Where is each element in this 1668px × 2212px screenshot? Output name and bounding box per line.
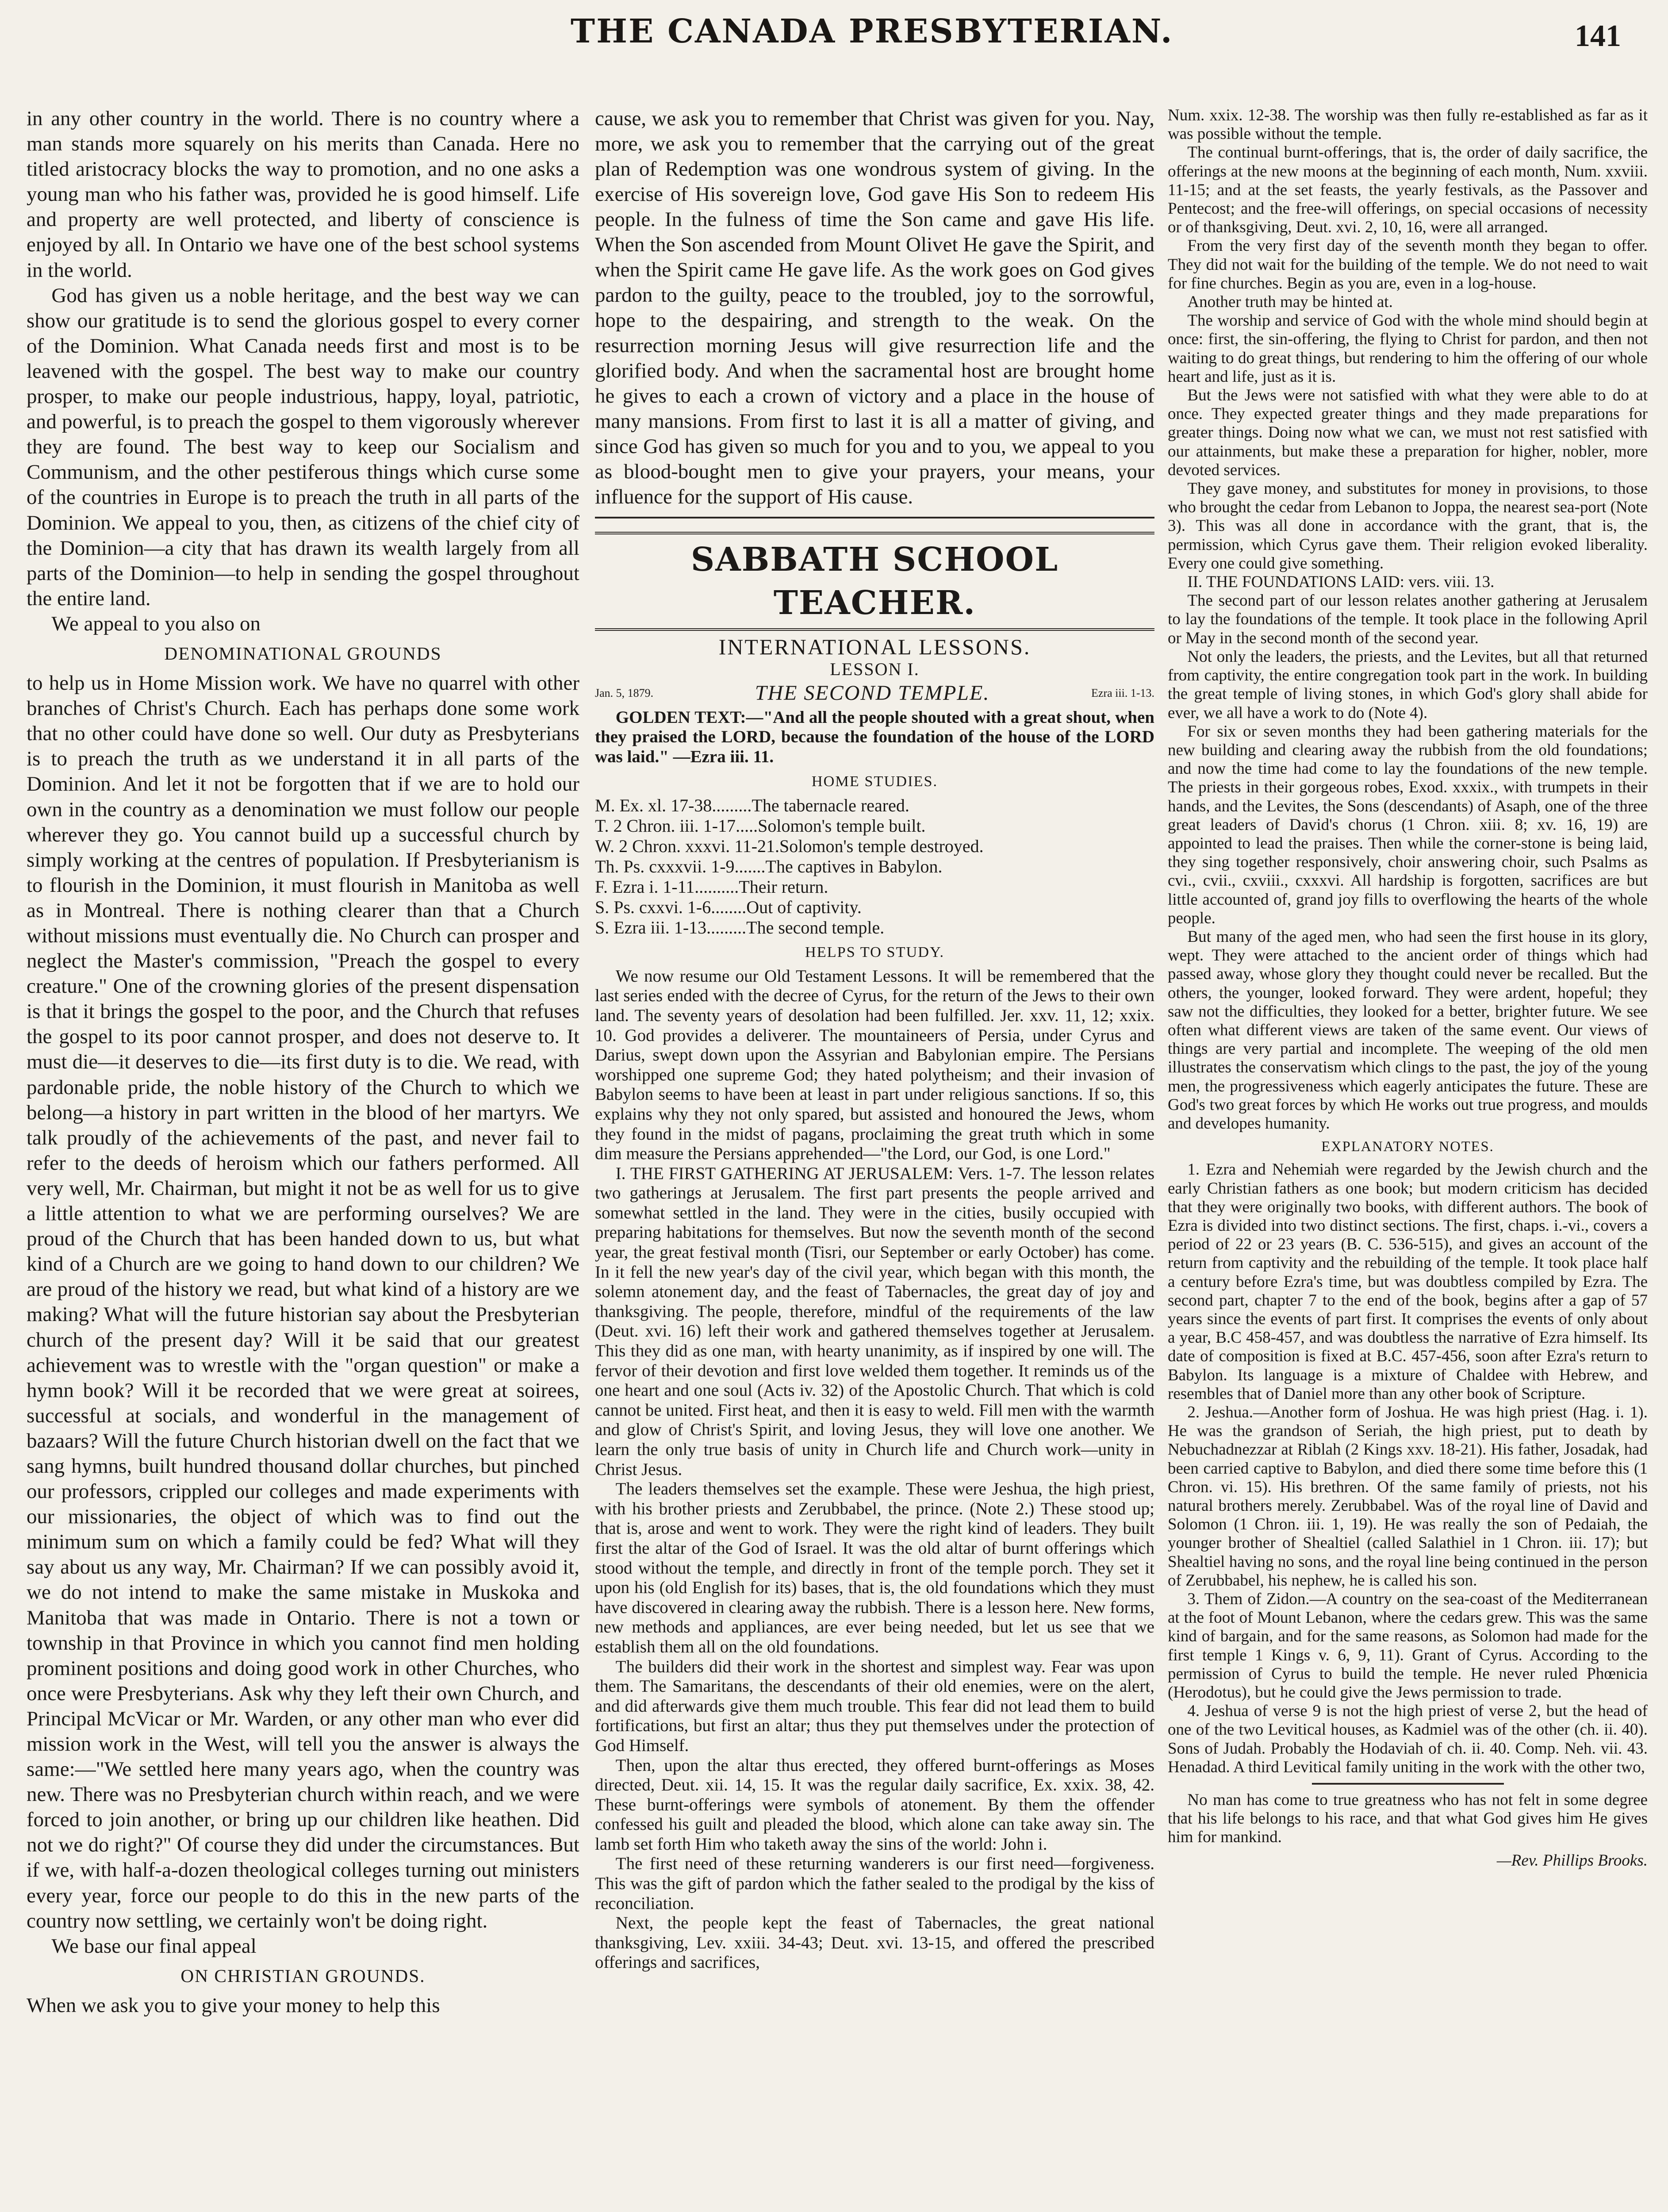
col1-paragraph: We appeal to you also on [51,612,261,635]
explanatory-note: 3. Them of Zidon.—A country on the sea-coast of the Mediterranean at the foot of Mount Lebanon, where the cedars grew. This was the same kind of bargain, and for the same reasons, as Solomon had made for the first temple 1 Kings v. 6, 9, 11). Grant of Cyrus. According to the permission of Cyrus to build the temple. He never ruled Phœnicia (Herodotus), but he could give the Jews permission to trade. [1168,1590,1648,1702]
col1-paragraph: God has given us a noble heritage, and the best way we can show our gratitude is to send the glorious gospel to every corner of the Dominion. What Canada needs first and most is to be leavened with the gospel. The best way to make our country prosper, to make our people industrious, happy, loyal, patriotic, and powerful, is to preach the gospel to them vigorously wherever they are found. The best way to keep our Socialism and Communism, and the other pestiferous things which curse some of the countries in Europe is to preach the truth in all parts of the Dominion. We appeal to you, then, as citizens of the chief city of the Dominion—a city that has drawn its wealth largely from all parts of the Dominion—to help in sending the gospel throughout the entire land. [27,284,579,610]
col3-paragraph: But the Jews were not satisfied with what they were able to do at once. They expected greater things and they made preparations for greater things. Doing now what we can, we must not rest satisfied with our attainments, but make these a preparation for higher, nobler, more devoted services. [1168,386,1648,479]
lesson-number: LESSON I. [830,659,920,679]
home-study-item: S. Ps. cxxvi. 1-6........Out of captivity. [595,897,862,918]
col1-paragraph: We base our final appeal [51,1934,257,1958]
short-rule [1312,1783,1504,1785]
newspaper-title: THE CANADA PRESBYTERIAN. [571,12,1173,50]
explanatory-note: 2. Jeshua.—Another form of Joshua. He was high priest (Hag. i. 1). He was the grandson of Seriah, the high priest, put to death by Nebuchadnezzar at Riblah (2 Kings xxv. 18-21). His father, Josadak, had been carried captive to Babylon, and died there some time before this (1 Chron. vi. 15). His brethren. Of the same family of priests, not his natural brothers merely. Zerubbabel. Was of the royal line of David and Solomon (1 Chron. iii. 1, 19). He was really the son of Pedaiah, the younger brother of Shealtiel (called Salathiel in 1 Chron. iii. 17); but Shealtiel having no sons, and the royal line being continued in the person of Zerubbabel, his nephew, he is called his son. [1168,1403,1648,1590]
closing-quote: No man has come to true greatness who has not felt in some degree that his life belongs to his race, and that what God gives him He gives him for mankind. [1168,1791,1648,1847]
golden-text: GOLDEN TEXT:—"And all the people shouted with a great shout, when they praised the LORD, because the foundation of the house of the LORD was laid." —Ezra iii. 11. [595,707,1154,766]
explanatory-note: 4. Jeshua of verse 9 is not the high priest of verse 2, but the head of one of the two Levitical houses, as Kadmiel was of the other (ch. ii. 40). Sons of Judah. Probably the Hodaviah of ch. ii. 40. Comp. Neh. vii. 43. Henadad. A third Levitical family uniting in the work with the other two, [1168,1702,1648,1776]
col3-paragraph: Num. xxix. 12-38. The worship was then fully re-established as far as it was possible without the temple. [1168,106,1648,143]
explanatory-note: 1. Ezra and Nehemiah were regarded by the Jewish church and the early Christian fathers as one book; but modern criticism has decided that they were originally two books, with different authors. The book of Ezra is divided into two distinct sections. The first, chaps. i.-vi., covers a period of 22 or 23 years (B. C. 536-515), and gives an account of the return from captivity and the rebuilding of the temple. It took place half a century before Ezra's time, but was doubtless compiled by Ezra. The second part, chapter 7 to the end of the book, begins after a gap of 57 years since the events of part first. It comprises the events of only about a year, B.C 458-457, and was doubtless the narrative of Ezra himself. Its date of composition is fixed at B.C. 457-456, soon after Ezra's return to Babylon. Its language is a mixture of Chaldee with Hebrew, and resembles that of Daniel more than any other book of Scripture. [1168,1160,1648,1403]
col2-paragraph: We now resume our Old Testament Lessons. It will be remembered that the last series ended with the decree of Cyrus, for the return of the Jews to their own land. The seventy years of desolation had been fulfilled. Jer. xxv. 11, 12; xxix. 10. God provides a deliverer. The mountaineers of Persia, under Cyrus and Darius, swept down upon the Assyrian and Babylonian empire. The Persians worshipped one supreme God; they hated polytheism; and their invasion of Babylon seems to have been at least in part under religious sanctions. If so, this explains why they not only spared, but assisted and honoured the Jews, whom they found in the midst of pagans, proclaiming the great truth which in some dim measure the Persians apprehended—"the Lord, our God, is one Lord." [595,966,1154,1164]
column-2 [595,106,1154,2212]
col3-paragraph: Another truth may be hinted at. [1187,293,1393,311]
col2-paragraph: cause, we ask you to remember that Christ was given for you. Nay, more, we ask you to remember that the carrying out of the great plan of Redemption was one wondrous system of giving. In the exercise of His sovereign love, God gave His Son to redeem His people. In the fulness of time the Son came and gave His life. When the Son ascended from Mount Olivet He gave the Spirit, and when the Spirit came He gave life. As the work goes on God gives pardon to the guilty, peace to the troubled, joy to the sorrowful, hope to the despairing, and strength to the weak. On the resurrection morning Jesus will give resurrection life and the glorified body. And when the sacramental host are brought home he gives to each a crown of victory and a place in the house of many mansions. From first to last it is all a matter of giving, and since God has given so much for you and to you, we appeal to you as blood-bought men to give your prayers, your means, your influence for the support of His cause. [595,107,1154,508]
page-number: 141 [1575,19,1621,53]
home-study-item: T. 2 Chron. iii. 1-17.....Solomon's temple built. [595,816,926,836]
col3-paragraph: For six or seven months they had been gathering materials for the new building and clearing away the rubbish from the old foundations; and now the time had come to lay the foundations of the new temple. The priests in their gorgeous robes, Exod. xxxix., with trumpets in their hands, and the Levites, the Sons (descendants) of Asaph, one of the three great leaders of David's chorus (1 Chron. xiii. 8; xv. 16, 19) are appointed to lead the praises. Then while the corner-stone is being laid, they sing together responsively, choir answering choir, such Psalms as cvi., cvii., cxviii., cxxxvi. All hardship is forgotten, sacrifices are but little accounted of, grand joy fills to overflowing the hearts of the whole people. [1168,722,1648,927]
home-study-item: W. 2 Chron. xxxvi. 11-21.Solomon's temple destroyed. [595,836,984,856]
col2-paragraph: Then, upon the altar thus erected, they offered burnt-offerings as Moses directed, Deut. xii. 14, 15. It was the regular daily sacrifice, Ex. xxix. 38, 42. These burnt-offerings were symbols of atonement. By them the offender confessed his guilt and pleaded the blood, which alone can take away sin. The lamb set forth Him who taketh away the sins of the world: John i. [595,1755,1154,1854]
quote-author: —Rev. Phillips Brooks. [1496,1851,1648,1870]
lessons-heading: INTERNATIONAL LESSONS. [718,634,1031,659]
col3-paragraph: II. THE FOUNDATIONS LAID: vers. viii. 13. [1187,573,1495,591]
col3-paragraph: Not only the leaders, the priests, and the Levites, but all that returned from captivity, the entire congregation took part in the work. In building the great temple of living stones, in which God's glory shall abide for ever, we all have a work to do (Note 4). [1168,647,1648,722]
col3-paragraph: They gave money, and substitutes for money in provisions, to those who brought the cedar from Lebanon to Joppa, the nearest sea-port (Note 3). This was all done in accordance with the grant, that is, the permission, which Cyrus gave them. Their religion evoked liberality. Every one could give something. [1168,480,1648,572]
home-study-item: S. Ezra iii. 1-13.........The second temple. [595,918,885,938]
section-title: SABBATH SCHOOL TEACHER. [595,532,1154,631]
notes-heading: EXPLANATORY NOTES. [1321,1139,1494,1155]
col3-paragraph: From the very first day of the seventh month they began to offer. They did not wait for the building of the temple. We do not need to wait for fine churches. Begin as you are, even in a log-house. [1168,237,1648,292]
column-rule [595,517,1154,518]
col1-paragraph: When we ask you to give your money to help this [27,1993,440,2017]
home-study-item: M. Ex. xl. 17-38.........The tabernacle reared. [595,795,909,816]
col3-paragraph: The worship and service of God with the whole mind should begin at once: first, the sin-offering, the flying to Christ for pardon, and then not waiting to do great things, but rendering to him the offering of our whole heart and life, just as it is. [1168,311,1648,386]
col2-paragraph: The leaders themselves set the example. These were Jeshua, the high priest, with his brother priests and Zerubbabel, the prince. (Note 2.) These stood up; that is, arose and went to work. They were the right kind of leaders. They built first the altar of the God of Israel. It was the old altar of burnt offerings which stood without the temple, and directly in front of the temple porch. They set it upon his (old English for its) bases, that is, the old foundations which they must have discovered in clearing away the rubbish. There is a lesson here. New forms, new methods and appliances, are ever being needed, but let us see that we establish them all on the old foundations. [595,1479,1154,1656]
col3-paragraph: But many of the aged men, who had seen the first house in its glory, wept. They were attached to the ancient order of things which had passed away, whose glory they thought could never be recalled. But the others, the younger, looked forward. They were ardent, hopeful; they saw not the difficulties, they looked for a better, brighter future. We see often what different views are taken of the same event. Our views of things are very partial and incomplete. The weeping of the old men illustrates the conservatism which clings to the past, the joy of the young men, the progressiveness which eagerly anticipates the future. These are God's two great forces by which He works out true progress, and moulds and developes humanity. [1168,927,1648,1133]
col1-subheading: ON CHRISTIAN GROUNDS. [180,1965,426,1986]
col3-paragraph: The second part of our lesson relates another gathering at Jerusalem to lay the foundations of the temple. It took place in the following April or May in the second month of the second year. [1168,591,1648,647]
col2-paragraph: Next, the people kept the feast of Tabernacles, the great national thanksgiving, Lev. xxiii. 34-43; Deut. xvi. 13-15, and offered the prescribed offerings and sacrifices, [595,1913,1154,1972]
col2-paragraph: The first need of these returning wanderers is our first need—forgiveness. This was the gift of pardon which the father sealed to the prodigal by the kiss of reconciliation. [595,1854,1154,1913]
home-studies-list [595,795,1154,938]
home-study-item: Th. Ps. cxxxvii. 1-9.......The captives in Babylon. [595,856,943,877]
col2-paragraph: I. THE FIRST GATHERING AT JERUSALEM: Vers. 1-7. The lesson relates two gatherings at Jerusalem. The first part presents the people arrived and somewhat settled in the land. They were in the cities, busily occupied with preparing habitations for themselves. But now the seventh month of the second year, the great festival month (Tisri, our September or early October) has come. In it fell the new year's day of the civil year, which began with this month, the solemn atonement day, and the feast of Tabernacles, the great day of joy and thanksgiving. The people, therefore, mindful of the requirements of the law (Deut. xvi. 16) left their work and gathered themselves together at Jerusalem. This they did as one man, with hearty unanimity, as if inspired by one will. The fervor of their devotion and first love welded them together. It reminds us of the one heart and one soul (Acts iv. 32) of the Apostolic Church. That which is cold cannot be united. First heat, and then it is easy to weld. Fill men with the warmth and glow of Christ's Spirit, and loving Jesus, they will love one another. We learn the only true basis of unity in Church life and Church work—unity in Christ Jesus. [595,1164,1154,1479]
col1-paragraph: in any other country in the world. There is no country where a man stands more squarely on his merits than Canada. Here no titled aristocracy blocks the way to promotion, and no one asks a young man who his father was, provided he is good himself. Life and property are well protected, and liberty of conscience is enjoyed by all. In Ontario we have one of the best school systems in the world. [27,107,579,282]
masthead [0,4,1668,71]
lesson-reference: Ezra iii. 1-13. [1091,687,1154,700]
home-study-item: F. Ezra i. 1-11..........Their return. [595,877,828,897]
column-1 [27,106,579,2212]
col1-paragraph: to help us in Home Mission work. We have no quarrel with other branches of Christ's Church. Each has perhaps done some work that no other could have done so well. Our duty as Presbyterians is to preach the truth as we understand it in all parts of the Dominion. And let it not be forgotten that if we are to hold our own in the country as a denomination we must follow our people wherever they go. You cannot build up a successful church by simply working at the centres of population. If Presbyterianism is to flourish in the Dominion, it must flourish in Manitoba as well as in Montreal. There is nothing clearer than that a Church without missions must eventually die. No Church can prosper and neglect the Master's commission, "Preach the gospel to every creature." One of the crowning glories of the present dispensation is that it brings the gospel to the poor, and the Church that refuses the gospel to its poor cannot prosper, and does not deserve to. It must die—it deserves to die—its first duty is to die. We read, with pardonable pride, the noble history of the Church to which we belong—a history in part written in the blood of her martyrs. We talk proudly of the achievements of the past, and never fail to refer to the deeds of heroism which our fathers performed. All very well, Mr. Chairman, but might it not be as well for us to give a little attention to what we are performing ourselves? We are proud of the Church that has been handed down to us, but what kind of a Church are we going to hand down to our children? We are proud of the history we read, but what kind of a history are we making? What will the future historian say about the Presbyterian church of the present day? Will it be said that our greatest achievement was to wrestle with the "organ question" or make a hymn book? Will it be recorded that we were great at soirees, successful at socials, and wonderful in the management of bazaars? Will the future Church historian dwell on the fact that we sang hymns, built hundred thousand dollar churches, but pinched our professors, crippled our colleges and made experiments with our missionaries, the object of which was to find out the minimum sum on which a family could be fed? What will they say about us any way, Mr. Chairman? If we can possibly avoid it, we do not intend to make the same mistake in Muskoka and Manitoba that was made in Ontario. There is not a town or township in that Province in which you cannot find men holding prominent positions and doing good work in other Churches, who once were Presbyterians. Ask why they left their own Church, and Principal McVicar or Mr. Warden, or any other man who ever did mission work in the West, will tell you the answer is always the same:—"We settled here many years ago, when the country was new. There was no Presbyterian church within reach, and we were forced to join another, or bring up our children like heathen. Did not we do right?" Of course they did under the circumstances. But if we, with half-a-dozen theological colleges turning out ministers every year, force our people to do this in the new parts of the country now settling, we certainly won't be doing right. [27,672,579,1932]
lesson-date: Jan. 5, 1879. [595,687,654,700]
helps-heading: HELPS TO STUDY. [805,944,945,961]
home-studies-heading: HOME STUDIES. [811,772,938,790]
lesson-header [595,681,1154,705]
col2-paragraph: The builders did their work in the shortest and simplest way. Fear was upon them. The Samaritans, the descendants of their old enemies, were on the alert, and did afterwards give them much trouble. This fear did not lead them to build fortifications, but first an altar; thus they put themselves under the protection of God Himself. [595,1657,1154,1755]
lesson-title: THE SECOND TEMPLE. [755,681,990,705]
column-3 [1168,106,1648,2212]
col1-subheading: DENOMINATIONAL GROUNDS [164,643,442,664]
col3-paragraph: The continual burnt-offerings, that is, the order of daily sacrifice, the offerings at the new moons at the beginning of each month, Num. xxviii. 11-15; and at the set feasts, the yearly festivals, as the Passover and Pentecost; and the free-will offerings, on special occasions of necessity or of thanksgiving, Deut. xvi. 2, 10, 16, were all arranged. [1168,143,1648,237]
